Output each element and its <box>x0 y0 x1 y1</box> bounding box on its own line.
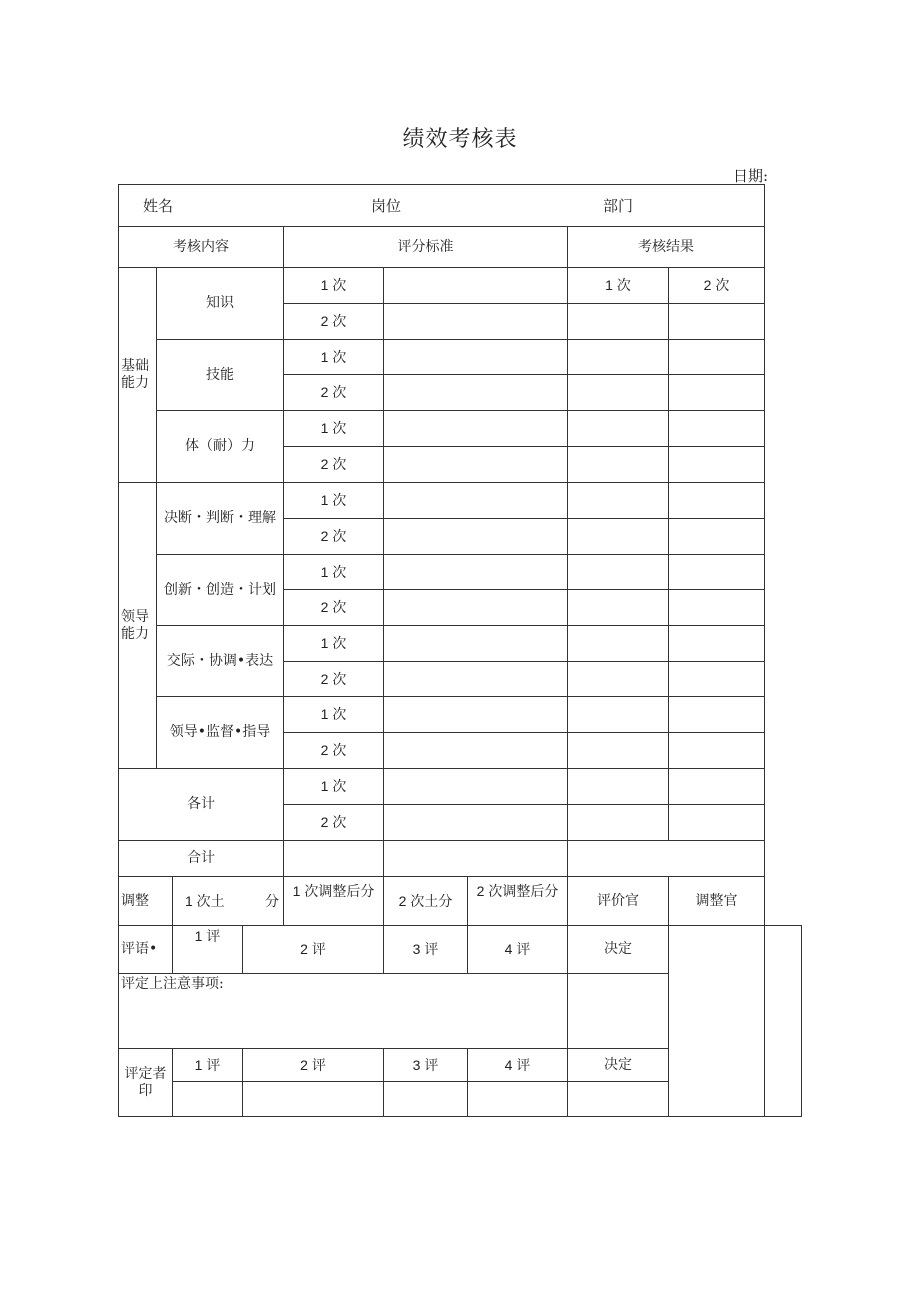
round-label: 1 次 <box>284 268 384 304</box>
evaluation-table <box>118 184 802 1117</box>
dept-label: 部门 <box>603 197 634 215</box>
stamp-eval4: 4 评 <box>468 1049 568 1082</box>
standard-cell[interactable] <box>384 662 568 697</box>
result-cell[interactable] <box>568 769 669 805</box>
result-cell[interactable] <box>669 375 765 411</box>
round-label: 1 次 <box>284 483 384 519</box>
table-row <box>119 483 802 519</box>
result-cell[interactable] <box>568 411 669 447</box>
standard-cell[interactable] <box>384 697 568 733</box>
result-cell[interactable] <box>568 662 669 697</box>
adjust-after1-label: 1 次调整后分 <box>284 877 384 926</box>
comment-eval1: 1 评 <box>173 926 243 974</box>
table-row <box>119 268 802 304</box>
round-label: 2 次 <box>284 375 384 411</box>
comments-label: 评语• <box>119 926 173 974</box>
result-cell[interactable] <box>568 733 669 769</box>
standard-cell[interactable] <box>384 805 568 841</box>
adjust-fen-label: 分 <box>265 893 279 909</box>
standard-cell[interactable] <box>384 555 568 590</box>
table-row <box>119 626 802 662</box>
table-row <box>119 769 802 805</box>
content-header: 考核内容 <box>119 227 284 268</box>
standard-cell[interactable] <box>384 626 568 662</box>
item-communication: 交际・协调•表达 <box>157 626 284 697</box>
stamp-label: 评定者 印 <box>119 1049 173 1117</box>
adjust-label: 调整 <box>119 877 173 926</box>
comments-row <box>119 926 802 974</box>
position-label: 岗位 <box>371 197 402 215</box>
adjust-round1-cell[interactable] <box>173 877 284 926</box>
round-label: 1 次 <box>284 555 384 590</box>
header-cell <box>119 185 765 227</box>
table-row <box>119 340 802 375</box>
adjust-row <box>119 877 802 926</box>
standard-cell[interactable] <box>384 519 568 555</box>
stamp-eval2: 2 评 <box>243 1049 384 1082</box>
result-round1-header: 1 次 <box>568 268 669 304</box>
stamp-eval3: 3 评 <box>384 1049 468 1082</box>
round-label: 1 次 <box>284 626 384 662</box>
comment-eval2: 2 评 <box>243 926 384 974</box>
comment-eval3: 3 评 <box>384 926 468 974</box>
result-cell[interactable] <box>568 447 669 483</box>
standard-cell[interactable] <box>384 769 568 805</box>
total-row <box>119 841 802 877</box>
standard-cell[interactable] <box>384 447 568 483</box>
round-label: 1 次 <box>284 411 384 447</box>
result-cell[interactable] <box>568 626 669 662</box>
stamp-eval1: 1 评 <box>173 1049 243 1082</box>
result-cell[interactable] <box>568 697 669 733</box>
date-label: 日期: <box>733 167 769 185</box>
round-label: 1 次 <box>284 697 384 733</box>
result-cell[interactable] <box>568 340 669 375</box>
stamp-cell[interactable] <box>568 1082 669 1117</box>
notes-label: 评定上注意事项: <box>119 974 568 1049</box>
column-header-row <box>119 227 802 268</box>
item-decision: 决断・判断・理解 <box>157 483 284 555</box>
stamp-cell[interactable] <box>468 1082 568 1117</box>
result-cell[interactable] <box>669 483 765 519</box>
result-cell[interactable] <box>669 519 765 555</box>
header-row <box>119 185 802 227</box>
table-row <box>119 411 802 447</box>
total-cell[interactable] <box>384 841 568 877</box>
result-cell[interactable] <box>669 662 765 697</box>
total-label: 合计 <box>119 841 284 877</box>
result-cell[interactable] <box>568 375 669 411</box>
round-label: 2 次 <box>284 304 384 340</box>
stamp-cell[interactable] <box>243 1082 384 1117</box>
table-row <box>119 697 802 733</box>
item-stamina: 体（耐）力 <box>157 411 284 483</box>
standard-cell[interactable] <box>384 375 568 411</box>
stamp-cell[interactable] <box>173 1082 243 1117</box>
result-cell[interactable] <box>568 590 669 626</box>
standard-cell[interactable] <box>384 733 568 769</box>
standard-cell[interactable] <box>384 340 568 375</box>
result-cell[interactable] <box>669 411 765 447</box>
result-cell[interactable] <box>669 805 765 841</box>
item-leadership: 领导•监督•指导 <box>157 697 284 769</box>
stamp-cell[interactable] <box>384 1082 468 1117</box>
comment-decision: 决定 <box>568 926 669 974</box>
result-cell[interactable] <box>669 590 765 626</box>
standard-cell[interactable] <box>384 268 568 304</box>
total-result-cell[interactable] <box>568 841 765 877</box>
standard-cell[interactable] <box>384 304 568 340</box>
standard-cell[interactable] <box>384 411 568 447</box>
round-label: 2 次 <box>284 519 384 555</box>
result-cell[interactable] <box>568 483 669 519</box>
result-cell[interactable] <box>669 447 765 483</box>
form-title: 绩效考核表 <box>402 127 518 152</box>
stamp-decision: 决定 <box>568 1049 669 1082</box>
total-cell[interactable] <box>284 841 384 877</box>
item-innovation: 创新・创造・计划 <box>157 555 284 626</box>
adjust-round1-label: 1 次土 <box>185 893 225 909</box>
result-cell[interactable] <box>669 697 765 733</box>
group-label-leader: 领导 能力 <box>119 483 157 769</box>
comment-eval4: 4 评 <box>468 926 568 974</box>
evaluator-label: 评价官 <box>568 877 669 926</box>
evaluator-sign-cell[interactable] <box>669 926 765 1117</box>
result-header: 考核结果 <box>568 227 765 268</box>
round-label: 2 次 <box>284 662 384 697</box>
adjust-after2-label: 2 次调整后分 <box>468 877 568 926</box>
round-label: 1 次 <box>284 769 384 805</box>
adjuster-sign-cell[interactable] <box>765 926 802 1117</box>
result-cell[interactable] <box>568 304 669 340</box>
result-cell[interactable] <box>568 555 669 590</box>
subtotal-label: 各计 <box>119 769 284 841</box>
round-label: 1 次 <box>284 340 384 375</box>
result-cell[interactable] <box>669 769 765 805</box>
table-row <box>119 555 802 590</box>
round-label: 2 次 <box>284 447 384 483</box>
result-cell[interactable] <box>669 340 765 375</box>
result-cell[interactable] <box>669 304 765 340</box>
name-label: 姓名 <box>143 197 174 215</box>
result-cell[interactable] <box>669 733 765 769</box>
item-skill: 技能 <box>157 340 284 411</box>
group-label-basic: 基础 能力 <box>119 268 157 483</box>
result-cell[interactable] <box>568 805 669 841</box>
adjust-round2-label: 2 次土分 <box>384 877 468 926</box>
result-cell[interactable] <box>568 519 669 555</box>
standard-cell[interactable] <box>384 590 568 626</box>
adjuster-label: 调整官 <box>669 877 765 926</box>
round-label: 2 次 <box>284 733 384 769</box>
round-label: 2 次 <box>284 805 384 841</box>
standard-cell[interactable] <box>384 483 568 519</box>
result-cell[interactable] <box>669 626 765 662</box>
item-knowledge: 知识 <box>157 268 284 340</box>
standard-header: 评分标准 <box>284 227 568 268</box>
result-cell[interactable] <box>669 555 765 590</box>
round-label: 2 次 <box>284 590 384 626</box>
result-round2-header: 2 次 <box>669 268 765 304</box>
